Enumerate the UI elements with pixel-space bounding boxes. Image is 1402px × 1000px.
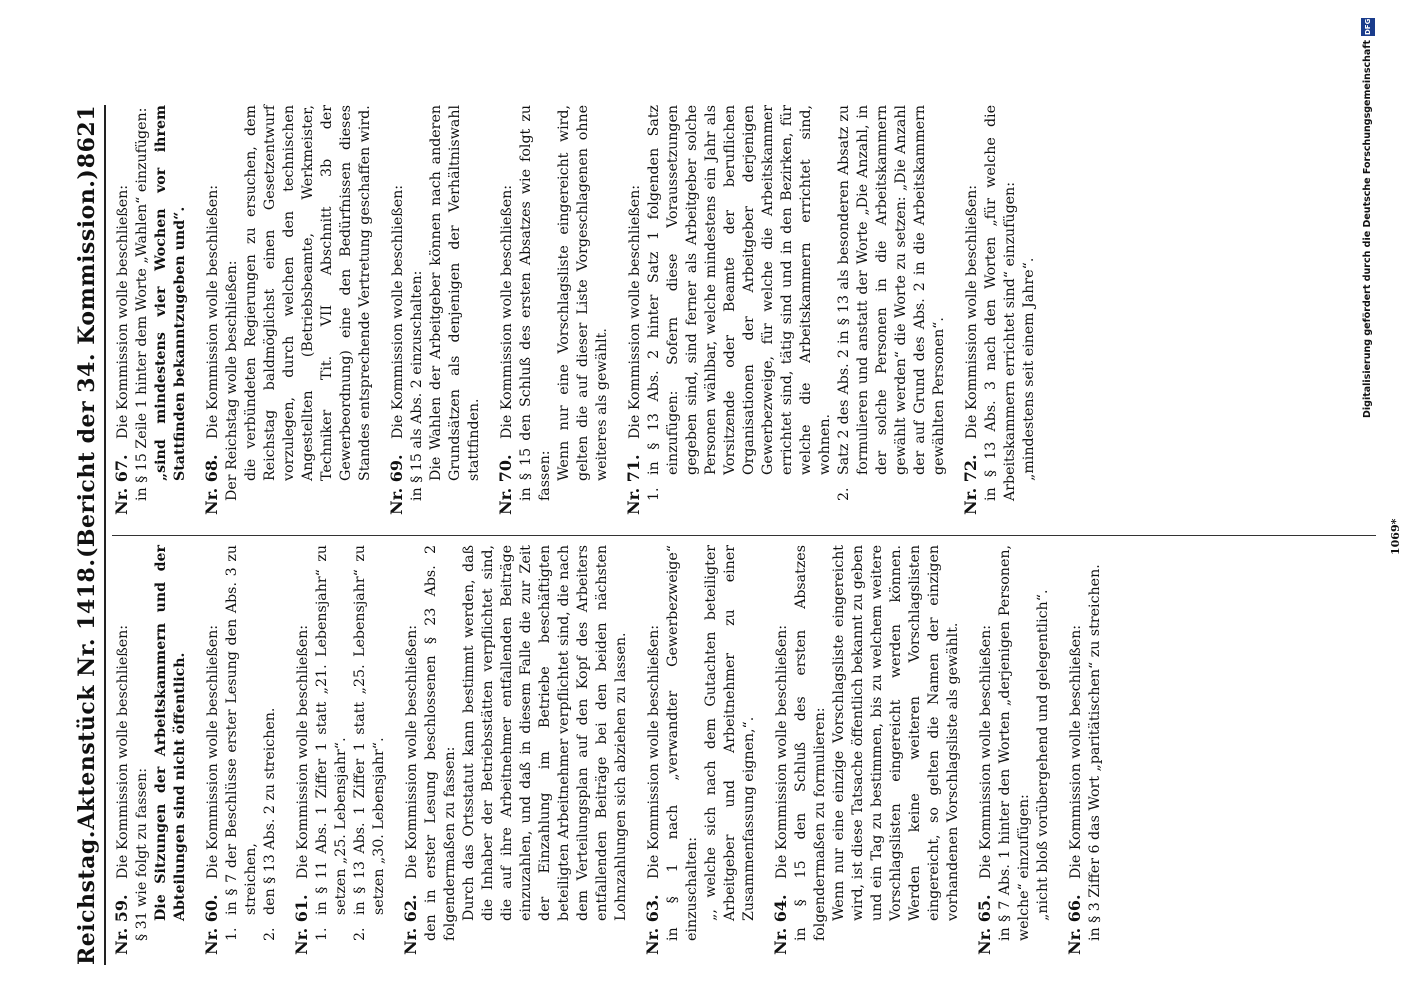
- motion-entry: [401, 545, 631, 955]
- motion-entry: [975, 545, 1053, 955]
- footer-reference: 1069*: [1389, 518, 1402, 555]
- motion-lead: Die Kommission wolle beschließen:: [627, 184, 643, 439]
- motion-header: [112, 105, 133, 515]
- item-text: den § 13 Abs. 2 zu streichen.: [262, 707, 278, 915]
- motion-number: Nr. 61.: [292, 894, 311, 955]
- item-number: 2.: [836, 487, 852, 501]
- quoted-text: „, welche sich nach dem Gutachten beteiligter Arbeitgeber und Arbeitnehmer zu einer Zusammenfassung eignen,“.: [703, 545, 757, 921]
- quoted-text: „sind mindestens vier Wochen vor ihrem Stattfinden bekanntzugeben und“.: [153, 105, 188, 481]
- motion-entry: [1065, 545, 1105, 955]
- motion-paragraph: den in erster Lesung beschlossenen § 23 Abs. 2 folgendermaßen zu fassen:: [423, 545, 458, 941]
- left-column: [112, 545, 1380, 955]
- quoted-text: Die Sitzungen der Arbeitskammern und der Abteilungen sind nicht öffentlich.: [153, 545, 188, 921]
- motion-paragraph: Der Reichstag wolle beschließen:: [224, 260, 240, 501]
- motion-header: [202, 105, 223, 515]
- item-text: in § 13 Abs. 2 hinter Satz 1 folgenden Satz einzufügen: Sofern diese Voraussetzungen gegeben sind, sind ferner als Arbeitgeber solche Personen wählbar, welche mindestens ein Jahr als Vorsitzende oder Beamte der beruflichen Organisationen der Arbeitgeber derjenigen Gewerbezweige, für welche die Arbeitskammer errichtet sind, tätig sind und in den Bezirken, für welche die Arbeitskammern errichtet sind, wohnen.: [646, 105, 833, 475]
- motion-number: Nr. 64.: [771, 894, 790, 955]
- motion-number: Nr. 69.: [387, 454, 406, 515]
- quoted-text: die verbündeten Regierungen zu ersuchen, dem Reichstag baldmöglichst einen Gesetzentwurf vorzulegen, durch welchen den technischen Angestellten (Betriebsbeamte, Werkmeister, Techniker Tit. VII Abschnitt 3b der Gewerbeordnung) eine den Bedürfnissen dieses Standes entsprechende Vertretung geschaffen wird.: [243, 105, 373, 481]
- motion-header: [292, 545, 313, 955]
- item-number: 1.: [646, 487, 662, 501]
- motion-lead: Die Kommission wolle beschließen:: [205, 184, 221, 439]
- motion-number: Nr. 65.: [975, 894, 994, 955]
- motion-header: [387, 105, 408, 515]
- motion-lead: Die Kommission wolle beschließen:: [295, 624, 311, 879]
- motion-paragraph: § 31 wie folgt zu fassen:: [134, 767, 150, 941]
- motion-number: Nr. 63.: [643, 894, 662, 955]
- motion-entry: [387, 105, 484, 515]
- item-number: 1.: [224, 927, 240, 941]
- right-column: [112, 105, 1380, 515]
- motion-item: [261, 545, 280, 941]
- motion-lead: Die Kommission wolle beschließen:: [115, 624, 131, 879]
- motion-lead: Die Kommission wolle beschließen:: [205, 624, 221, 879]
- motion-entry: [961, 105, 1039, 515]
- item-number: 1.: [314, 927, 330, 941]
- motion-number: Nr. 68.: [202, 454, 221, 515]
- motion-header: [643, 545, 664, 955]
- motion-item: [223, 545, 261, 941]
- motion-lead: Die Kommission wolle beschließen:: [646, 624, 662, 879]
- motion-number: Nr. 71.: [624, 454, 643, 515]
- header-center: Aktenstück Nr. 1418.: [74, 558, 100, 830]
- motion-header: [112, 545, 133, 955]
- motion-number: Nr. 62.: [401, 894, 420, 955]
- motion-lead: Die Kommission wolle beschließen:: [978, 624, 994, 879]
- dfg-logo: DFG: [1361, 18, 1375, 36]
- motion-item: [645, 105, 835, 501]
- quoted-text: Wenn nur eine einzige Vorschlagsliste eingereicht wird, ist diese Tatsache öffentlich bekannt zu geben und ein Tag zu bestimmen, bis zu welchem weitere Vorschlagslisten eingereicht werden können. Werden keine weiteren Vorschlagslisten eingereicht, so gelten die Namen der einzigen vorhandenen Vorschlagsliste als gewählt.: [831, 545, 961, 921]
- motion-paragraph: in § 15 den Schluß des ersten Absatzes wie folgt zu fassen:: [518, 105, 553, 501]
- quoted-text: „mindestens seit einem Jahre“.: [1021, 257, 1037, 481]
- motion-item: [835, 105, 949, 501]
- motion-paragraph: in § 7 Abs. 1 hinter den Worten „derjenigen Personen, welche“ einzufügen:: [997, 545, 1032, 941]
- motion-number: Nr. 72.: [961, 454, 980, 515]
- digitization-sidebar: [1361, 10, 1379, 990]
- quoted-text: Durch das Ortsstatut kann bestimmt werden, daß die Inhaber der Betriebsstätten verpflichtet sind, die auf ihre Arbeitnehmer entfallenden Beiträge einzuzahlen, und daß in diesem Falle die zur Zeit der Einzahlung im Betriebe beschäftigten beteiligten Arbeitnehmer verpflichtet sind, die nach dem Verteilungsplan auf den Kopf des Arbeiters entfallenden Beiträge bei den beiden nächsten Lohnzahlungen sich abziehen zu lassen.: [461, 545, 629, 921]
- motion-paragraph: in § 15 als Abs. 2 einzuschalten:: [409, 270, 425, 501]
- motion-number: Nr. 59.: [112, 894, 131, 955]
- item-text: in § 7 der Beschlüsse erster Lesung den Abs. 3 zu streichen,: [224, 545, 259, 915]
- motion-lead: Die Kommission wolle beschließen:: [115, 184, 131, 439]
- motion-header: [961, 105, 982, 515]
- item-text: in § 13 Abs. 1 Ziffer 1 statt „25. Lebensjahr“ zu setzen „30. Lebensjahr“.: [352, 545, 387, 915]
- motion-entry: [292, 545, 389, 955]
- motion-lead: Die Kommission wolle beschließen:: [390, 184, 406, 439]
- motion-header: [401, 545, 422, 955]
- motion-paragraph: in § 1 nach „verwandter Gewerbezweige“ einzuschalten:: [665, 545, 700, 941]
- motion-number: Nr. 67.: [112, 454, 131, 515]
- item-text: Satz 2 des Abs. 2 in § 13 als besonderen Absatz zu formulieren und anstatt der Worte „Die Anzahl, in der solche Personen in die Arbeitskammern gewählt werden“ die Worte zu setzen: „Die Anzahl der auf Grund des Abs. 2 in die Arbeitskammern gewählten Personen“.: [836, 105, 947, 475]
- motion-entry: [202, 545, 280, 955]
- item-number: 2.: [262, 927, 278, 941]
- motion-entry: [643, 545, 759, 955]
- motion-number: Nr. 70.: [496, 454, 515, 515]
- motion-number: Nr. 66.: [1065, 894, 1084, 955]
- item-number: 2.: [352, 927, 368, 941]
- motion-header: [975, 545, 996, 955]
- motion-lead: Die Kommission wolle beschließen:: [404, 624, 420, 879]
- motion-lead: Die Kommission wolle beschließen:: [499, 184, 515, 439]
- motion-paragraph: in § 3 Ziffer 6 das Wort „paritätischen“ zu streichen.: [1087, 564, 1103, 941]
- page-number: 8621: [74, 105, 100, 169]
- rotated-document-page: [20, 85, 1400, 985]
- motion-entry: [624, 105, 949, 515]
- header-left: Reichstag.: [74, 830, 100, 965]
- motion-number: Nr. 60.: [202, 894, 221, 955]
- motion-header: [202, 545, 223, 955]
- motion-header: [624, 105, 645, 515]
- column-divider: [112, 535, 1376, 536]
- motion-entry: [771, 545, 963, 955]
- motion-entry: [496, 105, 612, 515]
- motion-entry: [202, 105, 375, 515]
- motion-header: [771, 545, 792, 955]
- quoted-text: Wenn nur eine Vorschlagsliste eingereicht wird, gelten die auf dieser Liste Vorgeschlagenen ohne weiteres als gewählt.: [556, 105, 610, 481]
- motion-header: [1065, 545, 1086, 955]
- motion-lead: Die Kommission wolle beschließen:: [1068, 624, 1084, 879]
- motion-item: [313, 545, 351, 941]
- header-right: (Bericht der 34. Kommission.): [74, 168, 100, 559]
- motion-paragraph: in § 15 Zeile 1 hinter dem Worte „Wahlen“ einzufügen:: [134, 107, 150, 501]
- motion-entry: [112, 105, 190, 515]
- item-text: in § 11 Abs. 1 Ziffer 1 statt „21. Lebensjahr“ zu setzen „25. Lebensjahr“.: [314, 545, 349, 915]
- motion-item: [351, 545, 389, 941]
- motion-header: [496, 105, 517, 515]
- motion-paragraph: in § 13 Abs. 3 nach den Worten „für welche die Arbeitskammern errichtet sind“ einzufügen:: [983, 105, 1018, 501]
- motion-lead: Die Kommission wolle beschließen:: [774, 624, 790, 879]
- quoted-text: „nicht bloß vorübergehend und gelegentlich“.: [1035, 589, 1051, 921]
- motion-entry: [112, 545, 190, 955]
- page-header: [52, 105, 106, 965]
- motion-paragraph: in § 15 den Schluß des ersten Absatzes folgendermaßen zu formulieren:: [793, 545, 828, 941]
- digitization-credit: Digitalisierung gefördert durch die Deutsche Forschungsgemeinschaft: [1362, 40, 1373, 418]
- motion-lead: Die Kommission wolle beschließen:: [964, 184, 980, 439]
- quoted-text: Die Wahlen der Arbeitgeber können nach anderen Grundsätzen als denjenigen der Verhältniswahl stattfinden.: [428, 105, 482, 481]
